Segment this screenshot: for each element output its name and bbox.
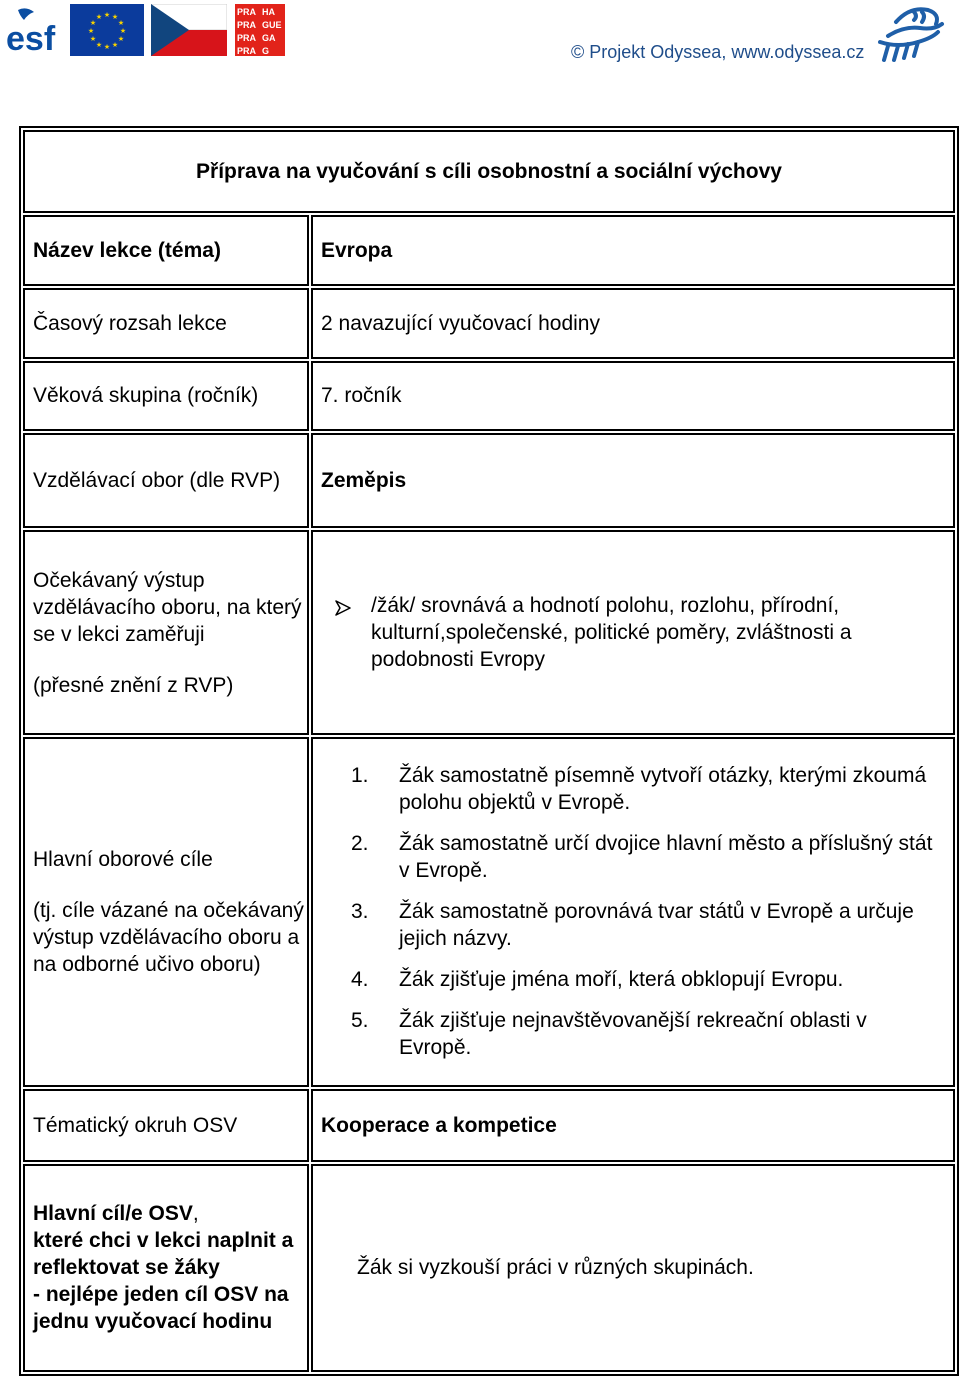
row-hlavni [23, 1164, 955, 1372]
praha-line-3b: GA [262, 33, 276, 43]
label-cile: Hlavní oborové cíle [33, 847, 213, 871]
czech-flag-logo [151, 4, 227, 56]
goal-item: 2. Žák samostatně určí dvojice hlavní město a příslušný stát v Evropě. [351, 832, 933, 883]
label-rozsah: Časový rozsah lekce [23, 288, 309, 359]
label-vystup: Očekávaný výstup vzdělávacího oboru, na který se v lekci zaměřuji [33, 568, 302, 646]
esf-logo-text: esf [6, 20, 56, 56]
value-rozsah: 2 navazující vyučovací hodiny [311, 288, 955, 359]
value-vystup-cell [311, 530, 955, 734]
label-hlavni-c: - nejlépe jeden cíl OSV na jednu vyučovací hodinu [33, 1283, 289, 1334]
label-skupina: Věková skupina (ročník) [23, 361, 309, 432]
value-skupina: 7. ročník [311, 361, 955, 432]
esf-logo [4, 4, 62, 56]
eu-flag-logo [70, 4, 144, 56]
label-obor: Vzdělávací obor (dle RVP) [23, 433, 309, 528]
praha-line-4b: G [262, 46, 270, 56]
svg-text:★: ★ [111, 13, 119, 21]
svg-text:★: ★ [87, 27, 95, 35]
praha-line-2b: GUE [262, 20, 282, 30]
svg-text:★: ★ [95, 13, 103, 21]
svg-text:★: ★ [111, 41, 119, 49]
row-vystup [23, 530, 955, 734]
goal-item: 4. Žák zjišťuje jména moří, která obklopují Evropu. [351, 968, 844, 992]
row-nazev [23, 215, 955, 286]
label-vystup-cell [23, 530, 309, 734]
value-hlavni: Žák si vyzkouší práci v různých skupinách. [311, 1164, 955, 1372]
page-header [0, 0, 960, 70]
label-hlavni-a-rest: , [192, 1202, 199, 1226]
odyssea-ship-logo [874, 2, 946, 64]
label-hlavni-a-bold: Hlavní cíl/e OSV [33, 1202, 193, 1226]
svg-text:★: ★ [95, 41, 103, 49]
label-hlavni-cell [23, 1164, 309, 1372]
goals-list [321, 762, 953, 1061]
value-okruh: Kooperace a kompetice [311, 1089, 955, 1162]
goal-item: 1. Žák samostatně písemně vytvoří otázky, kterými zkoumá polohu objektů v Evropě. [351, 764, 927, 815]
arrow-bullet-icon [335, 592, 371, 623]
value-nazev: Evropa [311, 215, 955, 286]
row-cile [23, 737, 955, 1087]
vystup-text: /žák/ srovnává a hodnotí polohu, rozlohu, přírodní, kulturní,společenské, politické poměry, zvláštnosti a podobnosti Evropy [371, 594, 852, 672]
lesson-plan-table [19, 126, 959, 1376]
goal-item: 3. Žák samostatně porovnává tvar států v Evropě a určuje jejich názvy. [351, 900, 914, 951]
row-rozsah [23, 288, 955, 359]
vystup-bullet [321, 592, 953, 673]
praha-logo [235, 4, 285, 56]
row-okruh [23, 1089, 955, 1162]
praha-line-1b: HA [262, 7, 275, 17]
label-nazev: Název lekce (téma) [23, 215, 309, 286]
svg-text:★: ★ [117, 35, 125, 43]
praha-line-2: PRA [237, 20, 257, 30]
praha-line-4: PRA [237, 46, 257, 56]
sublabel-vystup: (přesné znění z RVP) [33, 673, 234, 697]
value-cile-cell [311, 737, 955, 1087]
copyright-credit: © Projekt Odyssea, www.odyssea.cz [571, 42, 865, 62]
label-cile-cell [23, 737, 309, 1087]
praha-line-3: PRA [237, 33, 257, 43]
goal-item: 5. Žák zjišťuje nejnavštěvovanější rekreační oblasti v Evropě. [351, 1009, 867, 1060]
svg-text:★: ★ [117, 19, 125, 27]
svg-text:★: ★ [103, 11, 111, 19]
value-obor: Zeměpis [311, 433, 955, 528]
document-title: Příprava na vyučování s cíli osobnostní a sociální výchovy [23, 130, 955, 213]
svg-text:★: ★ [89, 19, 97, 27]
row-obor [23, 433, 955, 528]
label-okruh: Tématický okruh OSV [23, 1089, 309, 1162]
svg-text:★: ★ [103, 43, 111, 51]
svg-text:★: ★ [119, 27, 127, 35]
title-row [23, 130, 955, 213]
svg-text:★: ★ [89, 35, 97, 43]
sublabel-cile: (tj. cíle vázané na očekávaný výstup vzdělávacího oboru a na odborné učivo oboru) [33, 898, 304, 976]
row-skupina [23, 361, 955, 432]
praha-line-1: PRA [237, 7, 257, 17]
label-hlavni-b: které chci v lekci naplnit a reflektovat se žáky [33, 1229, 294, 1280]
